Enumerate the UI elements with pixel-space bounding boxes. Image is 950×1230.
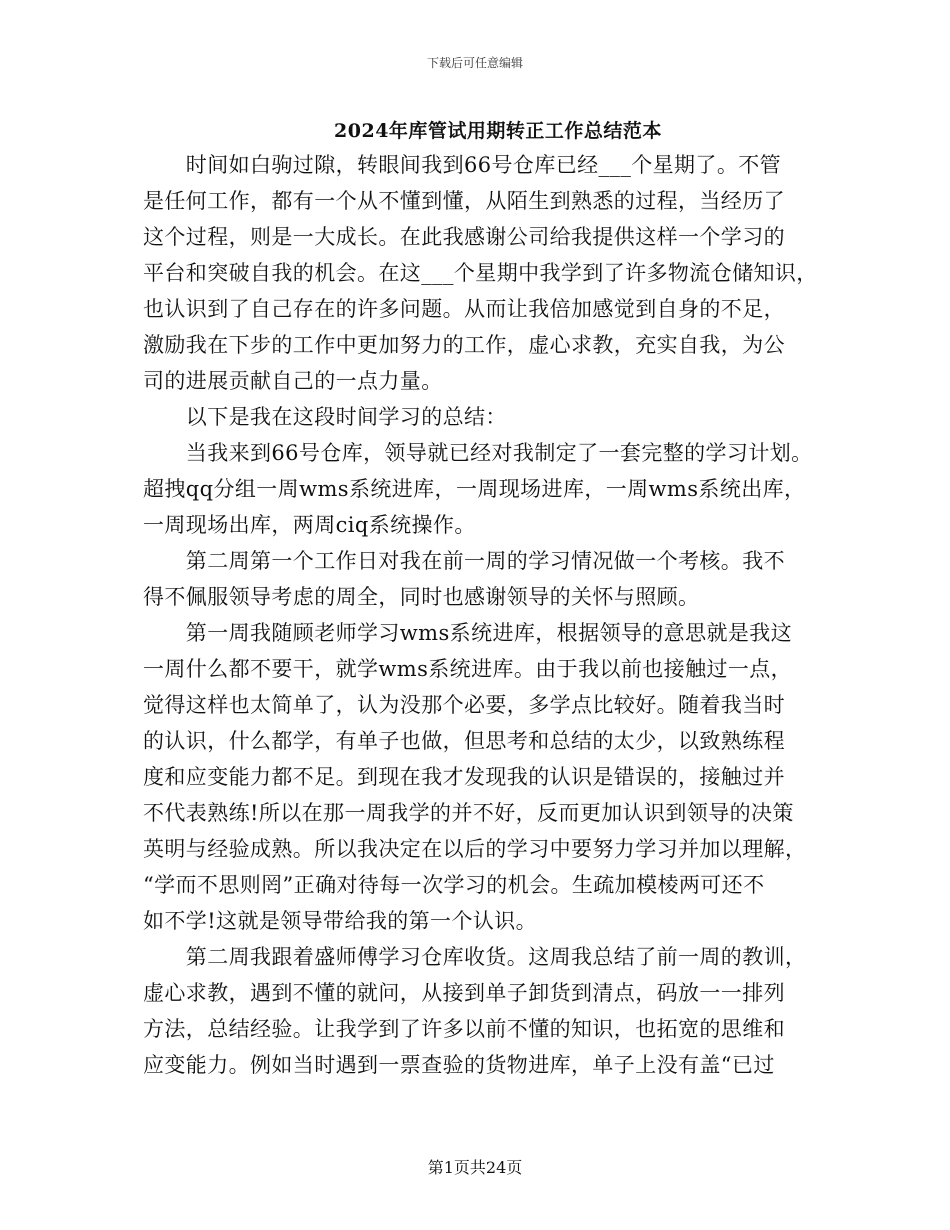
body-line: 司的进展贡献自己的一点力量。 (143, 369, 443, 393)
body-line: 平台和突破自我的机会。在这___个星期中我学到了许多物流仓储知识， (143, 261, 818, 285)
body-line: 如不学!这就是领导带给我的第一个认识。 (143, 909, 538, 933)
body-line: 这个过程，则是一大成长。在此我感谢公司给我提供这样一个学习的 (143, 225, 785, 249)
body-line: 应变能力。例如当时遇到一票查验的货物进库，单子上没有盖“已过 (143, 1053, 775, 1077)
body-line: 是任何工作，都有一个从不懂到懂，从陌生到熟悉的过程，当经历了 (143, 189, 785, 213)
body-line: 英明与经验成熟。所以我决定在以后的学习中要努力学习并加以理解， (143, 837, 807, 861)
body-line: 也认识到了自己存在的许多问题。从而让我倍加感觉到自身的不足， (143, 297, 785, 321)
body-line: 的认识，什么都学，有单子也做，但思考和总结的太少，以致熟练程 (143, 729, 785, 753)
body-line: 当我来到66号仓库，领导就已经对我制定了一套完整的学习计划。 (143, 441, 813, 465)
body-line: 不代表熟练!所以在那一周我学的并不好，反而更加认识到领导的决策 (143, 801, 794, 825)
body-line: 超拽qq分组一周wms系统进库，一周现场进库，一周wms系统出库， (143, 477, 806, 501)
body-line: 时间如白驹过隙，转眼间我到66号仓库已经___个星期了。不管 (143, 153, 782, 177)
document-title: 2024年库管试用期转正工作总结范本 (334, 120, 662, 142)
body-line: 以下是我在这段时间学习的总结： (143, 405, 507, 429)
body-line: 一周什么都不要干，就学wms系统进库。由于我以前也接触过一点， (143, 657, 793, 681)
body-line: 一周现场出库，两周ciq系统操作。 (143, 513, 476, 537)
page-number-footer: 第1页共24页 (427, 1158, 523, 1177)
header-note: 下载后可任意编辑 (426, 56, 523, 70)
document-body (143, 147, 833, 1083)
body-line: 觉得这样也太简单了，认为没那个必要，多学点比较好。随着我当时 (143, 693, 785, 717)
body-line: 第二周第一个工作日对我在前一周的学习情况做一个考核。我不 (143, 549, 785, 573)
body-line: 得不佩服领导考虑的周全，同时也感谢领导的关怀与照顾。 (143, 585, 700, 609)
body-line: 第一周我随顾老师学习wms系统进库，根据领导的意思就是我这 (143, 621, 793, 645)
body-line: “学而不思则罔”正确对待每一次学习的机会。生疏加模棱两可还不 (143, 873, 765, 897)
body-line: 第二周我跟着盛师傅学习仓库收货。这周我总结了前一周的教训， (143, 945, 807, 969)
body-line: 方法，总结经验。让我学到了许多以前不懂的知识，也拓宽的思维和 (143, 1017, 785, 1041)
body-line: 激励我在下步的工作中更加努力的工作，虚心求教，充实自我，为公 (143, 333, 785, 357)
body-line: 虚心求教，遇到不懂的就问，从接到单子卸货到清点，码放一一排列 (143, 981, 785, 1005)
body-line: 度和应变能力都不足。到现在我才发现我的认识是错误的，接触过并 (143, 765, 785, 789)
